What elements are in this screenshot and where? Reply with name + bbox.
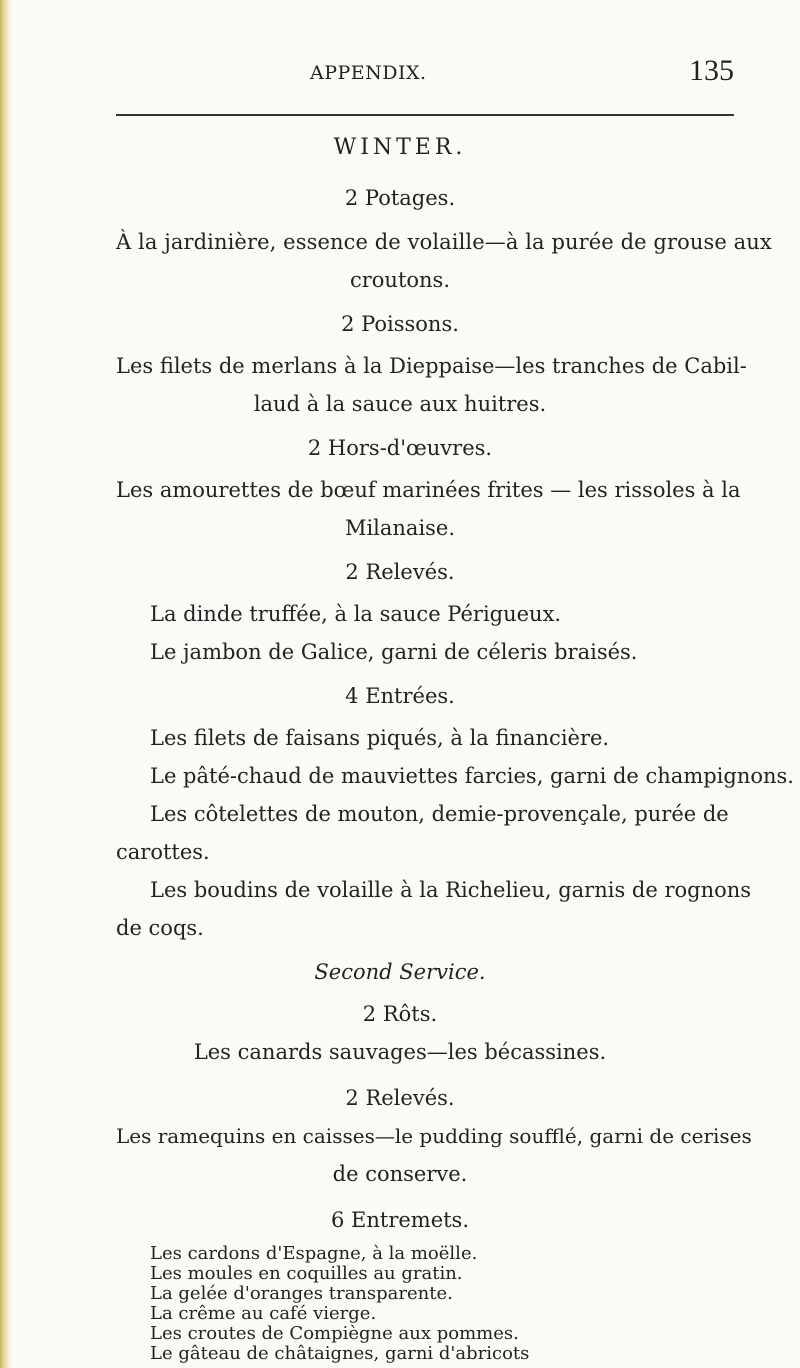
menu-line: Les cardons d'Espagne, à la moëlle. (150, 1243, 478, 1264)
heading-entremets: 6 Entremets. (330, 1208, 470, 1232)
heading-hors-doeuvres: 2 Hors-d'œuvres. (307, 436, 493, 460)
page-number: 135 (689, 54, 734, 87)
menu-line: Les amourettes de bœuf marinées frites — les rissoles à la (116, 478, 741, 502)
menu-line: de conserve. (332, 1162, 468, 1186)
header-rule (116, 114, 734, 116)
menu-line: Les filets de merlans à la Dieppaise—les tranches de Cabil- (116, 354, 747, 378)
heading-releves: 2 Relevés. (345, 560, 455, 584)
menu-line: La gelée d'oranges transparente. (150, 1283, 453, 1304)
menu-line: La crême au café vierge. (150, 1303, 377, 1324)
menu-line: Les côtelettes de mouton, demie-provençale, purée de (150, 802, 729, 826)
menu-line: À la jardinière, essence de volaille—à la purée de grouse aux (116, 230, 772, 254)
menu-line: Les boudins de volaille à la Richelieu, garnis de rognons (150, 878, 752, 902)
menu-line: Le pâté-chaud de mauviettes farcies, garni de champignons. (150, 764, 794, 788)
heading-entrees: 4 Entrées. (345, 684, 455, 708)
running-head: APPENDIX. (310, 62, 427, 84)
menu-line: Les filets de faisans piqués, à la financière. (150, 726, 610, 750)
menu-line: Les canards sauvages—les bécassines. (193, 1040, 607, 1064)
season-title: WINTER. (333, 135, 467, 160)
menu-line: Le jambon de Galice, garni de céleris braisés. (150, 640, 638, 664)
second-service-title: Second Service. (314, 960, 486, 984)
menu-line: Le gâteau de châtaignes, garni d'abricots (150, 1343, 530, 1364)
heading-releves-second: 2 Relevés. (345, 1086, 455, 1110)
menu-line: Les moules en coquilles au gratin. (150, 1263, 463, 1284)
menu-line: laud à la sauce aux huitres. (253, 392, 547, 416)
heading-potages: 2 Potages. (344, 186, 456, 210)
menu-line: Les croutes de Compiègne aux pommes. (150, 1323, 519, 1344)
menu-line: de coqs. (116, 916, 204, 940)
menu-line: La dinde truffée, à la sauce Périgueux. (150, 602, 562, 626)
heading-poissons: 2 Poissons. (341, 312, 459, 336)
page-header (116, 54, 734, 104)
menu-line: Milanaise. (344, 516, 456, 540)
menu-line: Les ramequins en caisses—le pudding soufflé, garni de cerises (116, 1124, 752, 1148)
heading-rots: 2 Rôts. (362, 1002, 438, 1026)
menu-line: croutons. (349, 268, 451, 292)
menu-line: carottes. (116, 840, 210, 864)
